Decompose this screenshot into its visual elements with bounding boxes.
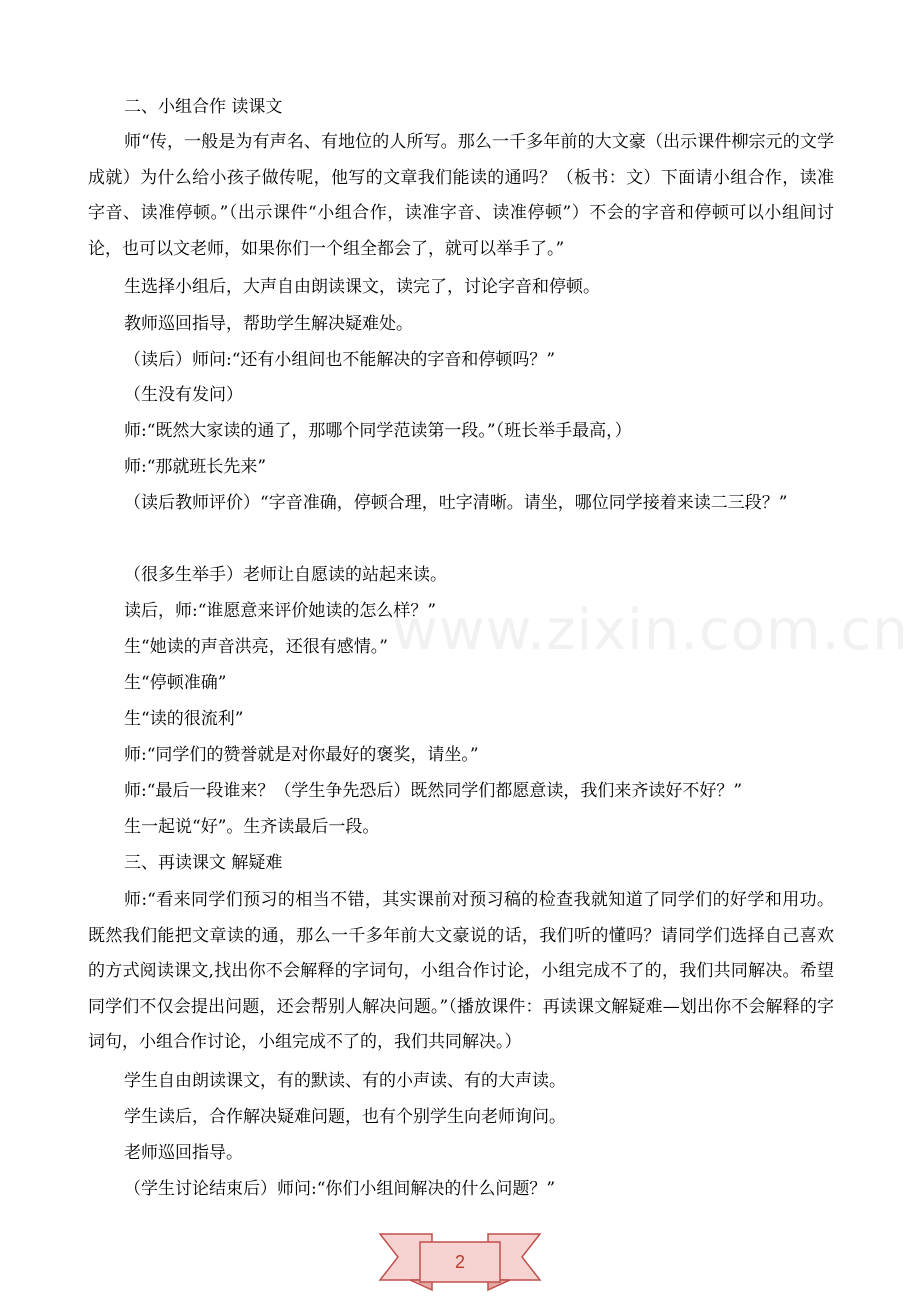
paragraph: 学生自由朗读课文，有的默读、有的小声读、有的大声读。 (124, 1071, 566, 1091)
watermark: www.zixin.com.cn (392, 598, 909, 663)
paragraph: 老师巡回指导。 (124, 1143, 243, 1163)
paragraph: 生一起说“好”。生齐读最后一段。 (124, 817, 380, 837)
paragraph: 教师巡回指导，帮助学生解决疑难处。 (124, 314, 413, 334)
paragraph: （很多生举手）老师让自愿读的站起来读。 (124, 565, 447, 585)
paragraph: 师:“那就班长先来” (124, 457, 267, 477)
paragraph: 读后，师:“谁愿意来评价她读的怎么样？” (124, 601, 437, 621)
section-heading-2: 二、小组合作 读课文 (124, 97, 283, 117)
paragraph: 师:“既然大家读的通了，那哪个同学范读第一段。”（班长举手最高，） (124, 421, 632, 441)
section-heading-3: 三、再读课文 解疑难 (124, 853, 283, 873)
paragraph: 学生读后，合作解决疑难问题，也有个别学生向老师询问。 (124, 1107, 566, 1127)
paragraph: 生“停顿准确” (124, 673, 227, 693)
paragraph: 师“传，一般是为有声名、有地位的人所写。那么一千多年前的大文豪（出示课件柳宗元的文学成就）为什么给小孩子做传呢，他写的文章我们能读的通吗？（板书：文）下面请小组合作，读准字音、读准停顿。”（出示课件“小组合作，读准字音、读准停顿”）不会的字音和停顿可以小组间讨论，也可以文老师，如果你们一个组全都会了，就可以举手了。” (88, 132, 834, 259)
paragraph: 师:“最后一段谁来？（学生争先恐后）既然同学们都愿意读，我们来齐读好不好？” (124, 781, 743, 801)
paragraph: 师:“看来同学们预习的相当不错，其实课前对预习稿的检查我就知道了同学们的好学和用功。既然我们能把文章读的通，那么一千多年前大文豪说的话，我们听的懂吗？请同学们选择自己喜欢的方式阅读课文,找出你不会解释的字词句，小组合作讨论，小组完成不了的，我们共同解决。希望同学们不仅会提出问题，还会帮别人解决问题。”（播放课件：再读课文解疑难—划出你不会解释的字词句，小组合作讨论，小组完成不了的，我们共同解决。） (88, 890, 834, 1052)
paragraph: （学生讨论结束后）师问:“你们小组间解决的什么问题？” (124, 1179, 556, 1199)
paragraph: 生“她读的声音洪亮，还很有感情。” (124, 637, 388, 657)
paragraph: （读后教师评价）“字音准确，停顿合理，吐字清晰。请坐，哪位同学接着来读二三段？” (124, 493, 788, 513)
paragraph: 生“读的很流利” (124, 709, 244, 729)
paragraph: 师:“同学们的赞誉就是对你最好的褒奖，请坐。” (124, 745, 479, 765)
paragraph: （生没有发问） (124, 385, 243, 405)
paragraph: （读后）师问:“还有小组间也不能解决的字音和停顿吗？” (124, 350, 556, 370)
page-number: 2 (454, 1251, 465, 1272)
paragraph: 生选择小组后，大声自由朗读课文，读完了，讨论字音和停顿。 (124, 277, 600, 297)
